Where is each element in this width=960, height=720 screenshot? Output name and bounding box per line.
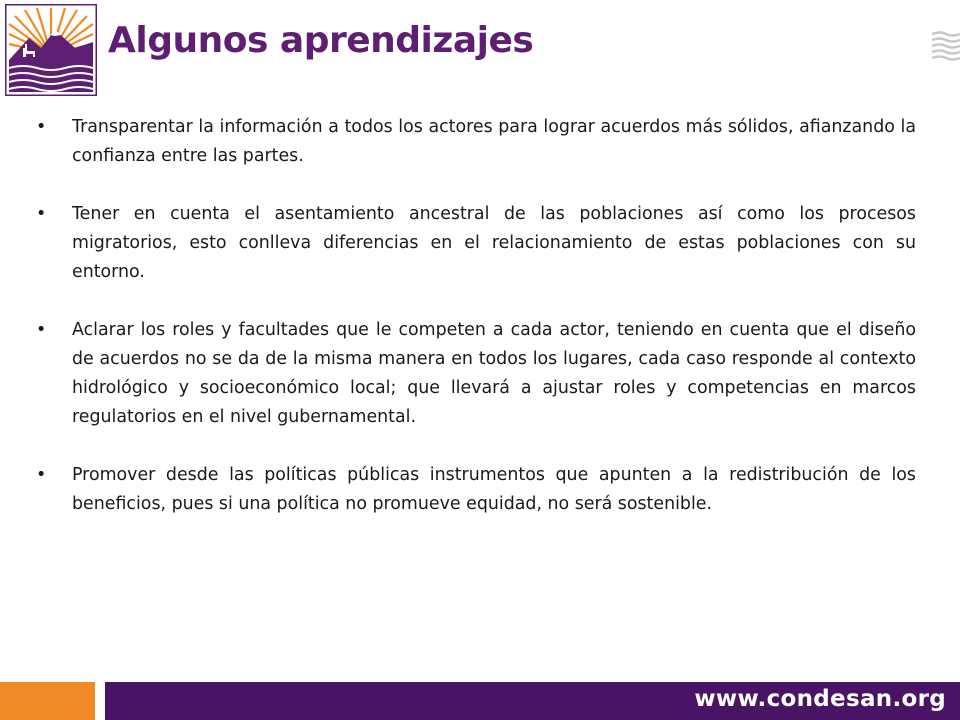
bullet-text: Aclarar los roles y facultades que le competen a cada actor, teniendo en cuenta que el diseño de acuerdos no se da de la misma manera en todos los lugares, cada caso responde al contexto hidrológico y socioeconómico local; que llevará a ajustar roles y competencias en marcos regulatorios en el nivel gubernamental. [72,320,916,427]
footer-website-link[interactable]: www.condesan.org [694,686,946,712]
bullet-item [36,461,916,519]
bullet-item [36,113,916,171]
footer-orange-bar [0,682,95,720]
slide-title: Algunos aprendizajes [108,20,534,61]
bullet-marker: • [36,204,47,224]
bullet-marker: • [36,117,47,137]
bullet-item [36,316,916,432]
bullet-text: Promover desde las políticas públicas instrumentos que apunten a la redistribución de los beneficios, pues si una política no promueve equidad, no será sostenible. [72,465,916,514]
bullet-text: Transparentar la información a todos los actores para lograr acuerdos más sólidos, afianzando la confianza entre las partes. [72,117,916,166]
bullet-item [36,200,916,287]
bullet-text: Tener en cuenta el asentamiento ancestral de las poblaciones así como los procesos migratorios, esto conlleva diferencias en el relacionamiento de estas poblaciones con su entorno. [72,204,916,282]
condesan-logo-icon [5,4,97,96]
bullet-marker: • [36,465,47,485]
footer-purple-bar [105,682,960,720]
bullet-marker: • [36,320,47,340]
wave-lines-icon [930,30,960,62]
bullet-list [36,113,916,519]
